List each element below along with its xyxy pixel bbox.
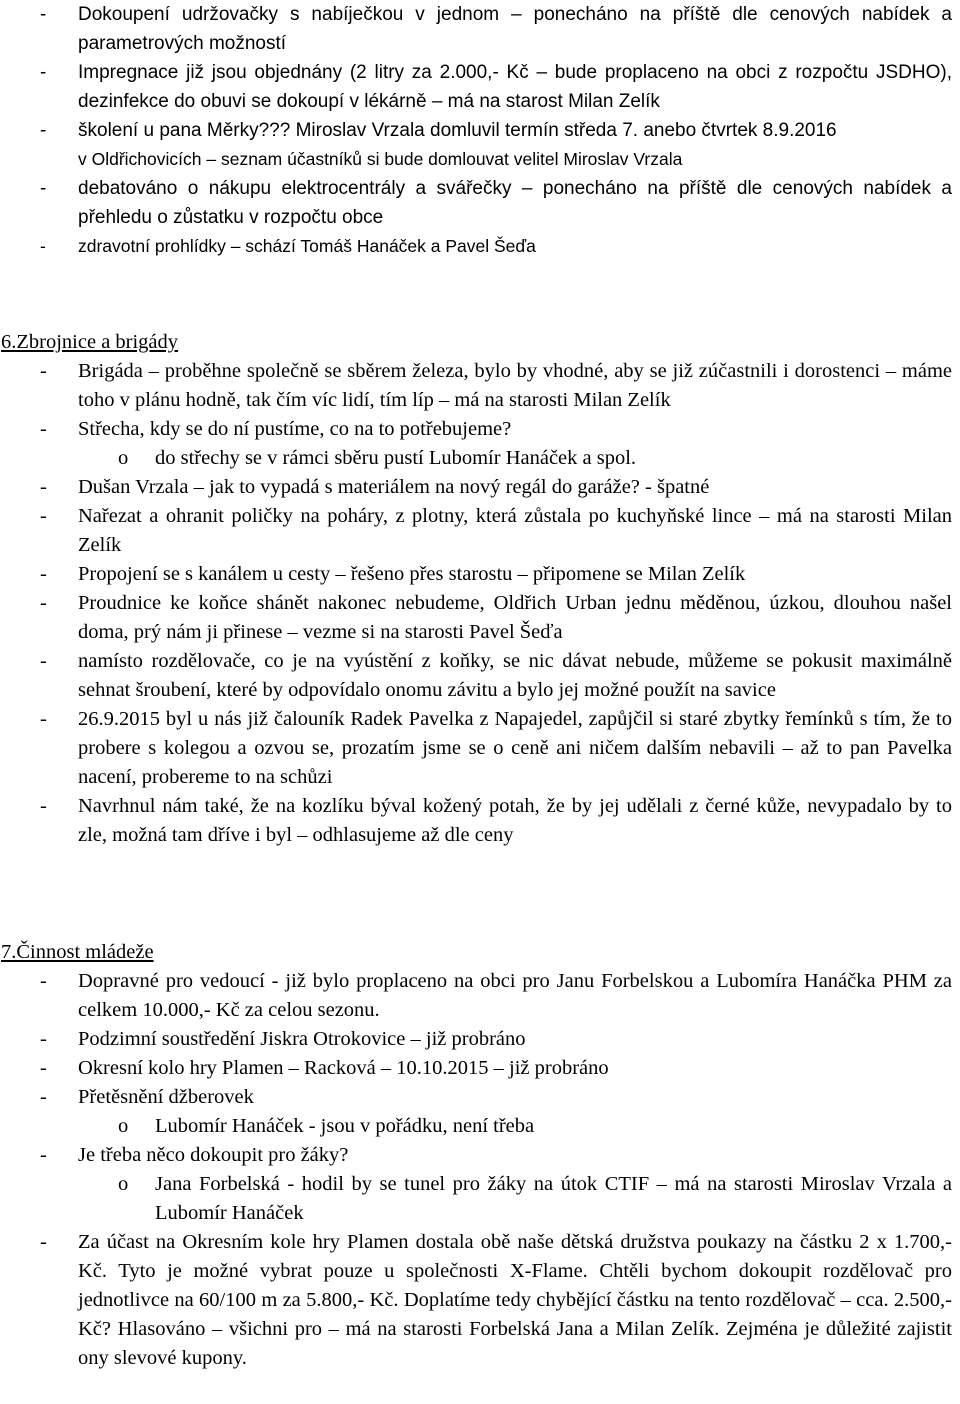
list-item — [0, 647, 960, 705]
list-item — [0, 1083, 960, 1112]
list-item — [0, 967, 960, 1025]
dash-bullet: - — [40, 178, 47, 199]
dash-bullet: - — [40, 592, 47, 614]
dash-bullet: - — [40, 4, 47, 25]
item-text: Dokoupení udržovačky s nabíječkou v jednom – ponecháno na příště dle cenových nabídek a parametrových možností — [78, 4, 952, 54]
item-text: Nařezat a ohranit poličky na poháry, z plotny, která zůstala po kuchyňské lince – má na starosti Milan Zelík — [78, 505, 952, 556]
list-item — [0, 502, 960, 560]
list-item — [0, 1141, 960, 1170]
item-text: zdravotní prohlídky – schází Tomáš Hanáček a Pavel Šeďa — [78, 236, 536, 256]
section6-heading: 6.Zbrojnice a brigády — [1, 331, 179, 353]
item-text: Podzimní soustředění Jiskra Otrokovice – již probráno — [78, 1028, 526, 1050]
item-text: Brigáda – proběhne společně se sběrem železa, bylo by vhodné, aby se již zúčastnili i dorostenci – máme toho v plánu hodně, tak čím víc lidí, tím líp – má na starosti Milan Zelík — [78, 360, 952, 411]
list-item — [0, 174, 960, 232]
dash-bullet: - — [40, 505, 47, 527]
sub-list-item — [0, 444, 960, 473]
circle-bullet: o — [118, 1173, 129, 1195]
item-text: 26.9.2015 byl u nás již čalouník Radek Pavelka z Napajedel, zapůjčil si staré zbytky řemínků s tím, že to probere s kolegou a ozvou se, prozatím jsme se o ceně ani ničem dalším nebavili – až to pan Pavelka nacení, probereme to na schůzi — [78, 708, 952, 788]
list-item — [0, 1054, 960, 1083]
list-item — [0, 589, 960, 647]
dash-bullet: - — [40, 795, 47, 817]
list-item — [0, 116, 960, 174]
item-text: Proudnice ke koňce shánět nakonec nebudeme, Oldřich Urban jednu měděnou, úzkou, dlouhou našel doma, prý nám ji přinese – vezme si na starosti Pavel Šeďa — [78, 592, 952, 643]
dash-bullet: - — [40, 1086, 47, 1108]
item-text: Impregnace již jsou objednány (2 litry za 2.000,- Kč – bude proplaceno na obci z rozpočtu JSDHO), dezinfekce do obuvi se dokoupí v lékárně – má na starost Milan Zelík — [78, 62, 952, 112]
dash-bullet: - — [40, 650, 47, 672]
section7 — [0, 938, 960, 1373]
dash-bullet: - — [40, 418, 47, 440]
section7-heading: 7.Činnost mládeže — [1, 941, 154, 963]
list-item — [0, 58, 960, 116]
list-item — [0, 415, 960, 444]
dash-bullet: - — [40, 1028, 47, 1050]
list-item — [0, 232, 960, 261]
sub-item-text: do střechy se v rámci sběru pustí Lubomír Hanáček a spol. — [155, 447, 637, 469]
item-text: Okresní kolo hry Plamen – Racková – 10.10.2015 – již probráno — [78, 1057, 609, 1079]
item-text: Navrhnul nám také, že na kozlíku býval kožený potah, že by jej udělali z černé kůže, nevypadalo by to zle, možná tam dříve i byl – odhlasujeme až dle ceny — [78, 795, 952, 846]
dash-bullet: - — [40, 970, 47, 992]
item-text: Přetěsnění džberovek — [78, 1086, 254, 1108]
item-text-line1: školení u pana Měrky??? Miroslav Vrzala domluvil termín středa 7. anebo čtvrtek 8.9.2016 — [78, 120, 837, 141]
item-text: debatováno o nákupu elektrocentrály a svářečky – ponecháno na příště dle cenových nabídek a přehledu o zůstatku v rozpočtu obce — [78, 178, 952, 228]
dash-bullet: - — [40, 708, 47, 730]
list-item — [0, 705, 960, 792]
dash-bullet: - — [40, 62, 47, 83]
item-text: namísto rozdělovače, co je na vyústění z koňky, se nic dávat nebude, můžeme se pokusit maximálně sehnat šroubení, které by odpovídalo onomu závitu a bylo jej možné použít na savice — [78, 650, 952, 701]
list-item — [0, 357, 960, 415]
sub-item-text: Jana Forbelská - hodil by se tunel pro žáky na útok CTIF – má na starosti Miroslav Vrzala a Lubomír Hanáček — [155, 1173, 952, 1224]
item-text: Dušan Vrzala – jak to vypadá s materiálem na nový regál do garáže? - špatné — [78, 476, 710, 498]
item-text: Za účast na Okresním kole hry Plamen dostala obě naše dětská družstva poukazy na částku 2 x 1.700,- Kč. Tyto je možné vybrat pouze u společnosti X-Flame. Chtěli bychom dokoupit rozdělovač pro jednotlivce na 60/100 m za 5.800,- Kč. Doplatíme tedy chybějící částku na tento rozdělovač – cca. 2.500,- Kč? Hlasováno – všichni pro – má na starosti Forbelská Jana a Milan Zelík. Zejména je důležité zajistit ony slevové kupony. — [78, 1231, 952, 1369]
item-text: Propojení se s kanálem u cesty – řešeno přes starostu – připomene se Milan Zelík — [78, 563, 746, 585]
list-item — [0, 792, 960, 850]
item-text-line2: v Oldřichovicích – seznam účastníků si bude domlouvat velitel Miroslav Vrzala — [78, 149, 683, 169]
dash-bullet: - — [40, 476, 47, 498]
dash-bullet: - — [40, 1144, 47, 1166]
sub-item-text: Lubomír Hanáček - jsou v pořádku, není třeba — [155, 1115, 535, 1137]
circle-bullet: o — [118, 1115, 129, 1137]
list-item — [0, 0, 960, 58]
list-item — [0, 473, 960, 502]
item-text: Střecha, kdy se do ní pustíme, co na to potřebujeme? — [78, 418, 512, 440]
dash-bullet: - — [40, 360, 47, 382]
sub-list-item — [0, 1170, 960, 1228]
circle-bullet: o — [118, 447, 129, 469]
sub-list-item — [0, 1112, 960, 1141]
dash-bullet: - — [40, 563, 47, 585]
section6 — [0, 328, 960, 850]
dash-bullet: - — [40, 1231, 47, 1253]
item-text: Dopravné pro vedoucí - již bylo proplaceno na obci pro Janu Forbelskou a Lubomíra Hanáčka PHM za celkem 10.000,- Kč za celou sezonu. — [78, 970, 952, 1021]
dash-bullet: - — [40, 236, 46, 256]
list-item — [0, 1228, 960, 1373]
list-item — [0, 1025, 960, 1054]
list-item — [0, 560, 960, 589]
item-text: Je třeba něco dokoupit pro žáky? — [78, 1144, 349, 1166]
section5-list — [0, 0, 960, 261]
dash-bullet: - — [40, 120, 47, 141]
dash-bullet: - — [40, 1057, 47, 1079]
